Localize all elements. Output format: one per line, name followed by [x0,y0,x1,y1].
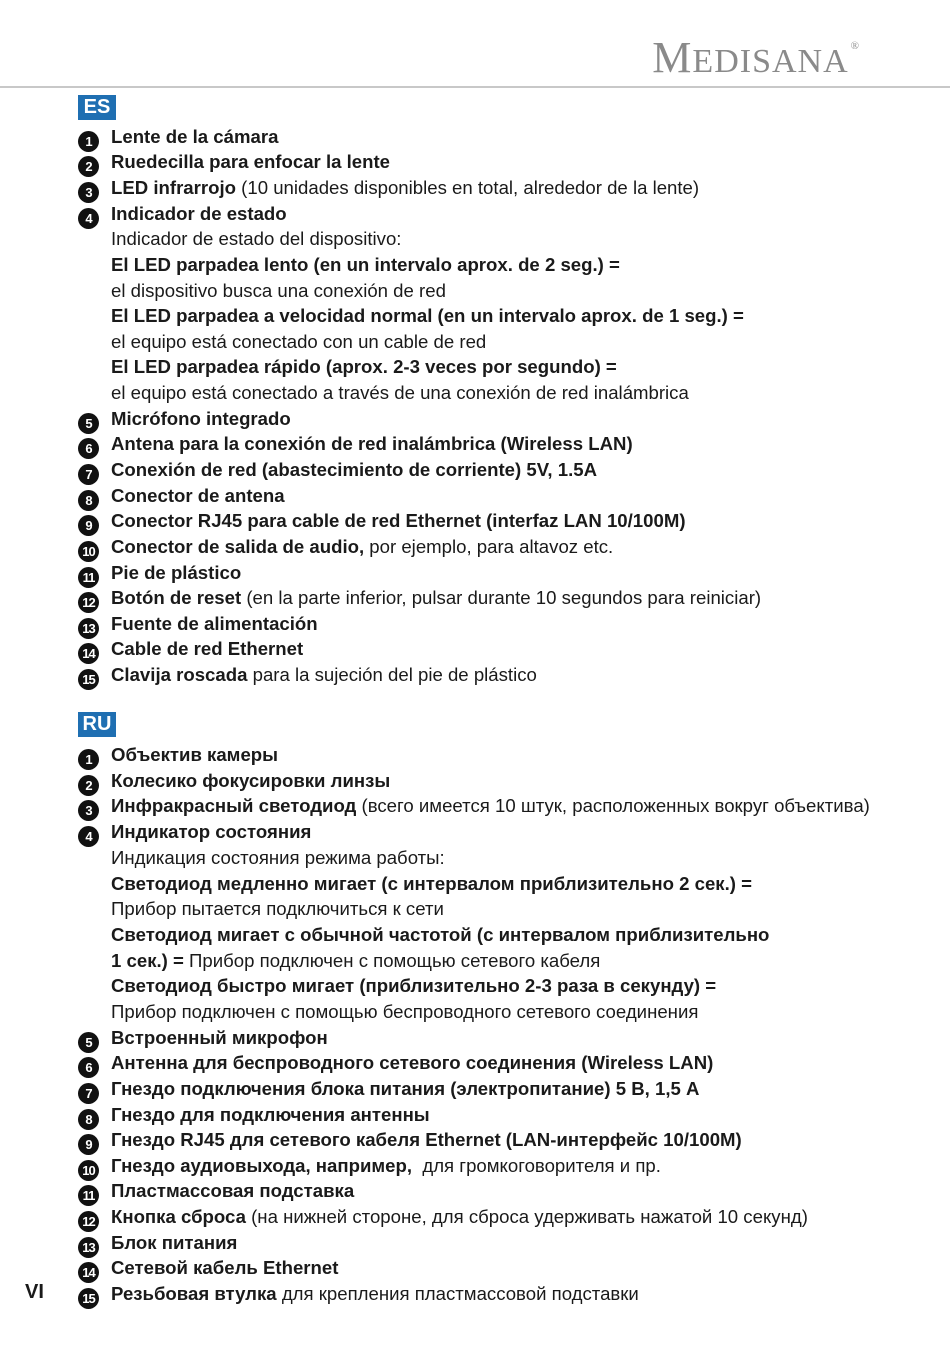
item-text: (en la parte inferior, pulsar durante 10 segundos para reiniciar) [241,587,762,608]
ru-status-fast-title: Светодиод быстро мигает (приблизительно 2-3 раза в секунду) = [111,975,717,996]
item-title: Micrófono integrado [111,408,291,429]
ru-status-normal-title: Светодиод мигает с обычной частотой (с интервалом приблизительно [111,924,770,945]
item-title: Indicador de estado [111,203,287,224]
item-title: Гнездо аудиовыхода, например, [111,1155,413,1176]
es-item-10 [78,535,613,559]
es-status-normal-title: El LED parpadea a velocidad normal (en un intervalo aprox. de 1 seg.) = [111,305,744,326]
es-item-1 [78,125,278,149]
item-title: Botón de reset [111,587,242,608]
item-title: Cable de red Ethernet [111,638,304,659]
item-title: Сетевой кабель Ethernet [111,1257,339,1278]
item-title: Инфракрасный светодиод [111,795,357,816]
item-number: 9 [78,515,99,536]
item-text: (на нижней стороне, для сброса удерживать нажатой 10 секунд) [245,1206,808,1227]
item-title: Гнездо для подключения антенны [111,1104,430,1125]
item-number: 15 [78,669,99,690]
brand-rest: EDISANA [692,43,849,80]
ru-item-12 [78,1205,808,1229]
es-item-6 [78,432,633,456]
lang-badge-ru: RU [78,712,116,737]
ru-item-13 [78,1231,237,1255]
item-number: 5 [78,413,99,434]
item-title: Гнездо RJ45 для сетевого кабеля Ethernet (LAN-интерфейс 10/100M) [111,1129,742,1150]
item-number: 1 [78,131,99,152]
es-status-normal-text: el equipo está conectado con un cable de red [111,331,487,352]
lang-badge-es: ES [78,95,116,120]
ru-status-fast-text: Прибор подключен с помощью беспроводного сетевого соединения [111,1001,699,1022]
item-number: 14 [78,1262,99,1283]
item-number: 6 [78,1057,99,1078]
item-text: (10 unidades disponibles en total, alrededor de la lente) [236,177,700,198]
ru-item-9 [78,1128,742,1152]
brand-logo [652,32,860,83]
item-title: Антенна для беспроводного сетевого соединения (Wireless LAN) [111,1052,714,1073]
item-number: 13 [78,1237,99,1258]
ru-item-1 [78,743,278,767]
item-title: Резьбовая втулка [111,1283,277,1304]
es-item-5 [78,407,291,431]
header-divider [0,86,950,88]
page-number: VI [25,1281,44,1303]
ru-item-14 [78,1256,338,1280]
ru-item-8 [78,1103,430,1127]
item-number: 8 [78,1109,99,1130]
item-title: Conexión de red (abastecimiento de corriente) 5V, 1.5A [111,459,597,480]
item-number: 11 [78,567,99,588]
item-number: 11 [78,1185,99,1206]
ru-item-11 [78,1179,354,1203]
item-title: Кнопка сброса [111,1206,246,1227]
es-item-2 [78,150,390,174]
item-number: 7 [78,464,99,485]
item-title: Lente de la cámara [111,126,279,147]
item-number: 7 [78,1083,99,1104]
item-text: для крепления пластмассовой подставки [276,1283,639,1304]
es-item-9 [78,509,686,533]
item-number: 4 [78,826,99,847]
item-title: Пластмассовая подставка [111,1180,355,1201]
item-text: para la sujeción del pie de plástico [247,664,537,685]
registered-mark: ® [850,40,860,52]
es-item-7 [78,458,597,482]
ru-item-2 [78,769,390,793]
item-title: Conector de salida de audio, [111,536,365,557]
item-number: 10 [78,541,99,562]
item-number: 1 [78,749,99,770]
item-number: 6 [78,438,99,459]
ru-item-3 [78,794,870,818]
item-title: Ruedecilla para enfocar la lente [111,151,391,172]
item-number: 12 [78,1211,99,1232]
item-title: LED infrarrojo [111,177,236,198]
es-item-11 [78,561,241,585]
item-title: Гнездо подключения блока питания (электропитание) 5 В, 1,5 А [111,1078,700,1099]
item-number: 13 [78,618,99,639]
item-title: Clavija roscada [111,664,248,685]
es-item-14 [78,637,303,661]
es-status-fast-text: el equipo está conectado a través de una conexión de red inalámbrica [111,382,689,403]
item-title: Объектив камеры [111,744,279,765]
item-number: 15 [78,1288,99,1309]
item-text: (всего имеется 10 штук, расположенных вокруг объектива) [356,795,870,816]
item-title: Fuente de alimentación [111,613,318,634]
es-item-12 [78,586,761,610]
item-number: 10 [78,1160,99,1181]
ru-item-7 [78,1077,699,1101]
item-title: Индикатор состояния [111,821,312,842]
es-status-slow-title: El LED parpadea lento (en un intervalo aprox. de 2 seg.) = [111,254,620,275]
ru-item-15 [78,1282,639,1306]
ru-item-10 [78,1154,661,1178]
item-text: для громкоговорителя и пр. [412,1155,661,1176]
item-number: 9 [78,1134,99,1155]
item-number: 2 [78,775,99,796]
ru-status-normal-line [111,949,600,973]
item-number: 4 [78,208,99,229]
item-title: Встроенный микрофон [111,1027,328,1048]
ru-status-slow-text: Прибор пытается подключиться к сети [111,898,444,919]
ru-item-6 [78,1051,713,1075]
item-number: 3 [78,800,99,821]
ru-status-normal-text: Прибор подключен с помощью сетевого кабеля [183,950,601,971]
ru-item-4 [78,820,311,844]
ru-item-5 [78,1026,328,1050]
ru-status-normal-title-cont: 1 сек.) = [111,950,184,971]
ru-status-slow-title: Светодиод медленно мигает (с интервалом приблизительно 2 сек.) = [111,873,752,894]
item-title: Колесико фокусировки линзы [111,770,391,791]
ru-status-intro: Индикация состояния режима работы: [111,847,445,868]
item-number: 8 [78,490,99,511]
es-item-3 [78,176,699,200]
es-status-slow-text: el dispositivo busca una conexión de red [111,280,446,301]
es-status-fast-title: El LED parpadea rápido (aprox. 2-3 veces por segundo) = [111,356,617,377]
item-number: 2 [78,156,99,177]
item-number: 5 [78,1032,99,1053]
brand-initial: M [652,33,693,82]
es-status-intro: Indicador de estado del dispositivo: [111,228,402,249]
es-item-8 [78,484,285,508]
item-title: Conector RJ45 para cable de red Ethernet (interfaz LAN 10/100M) [111,510,686,531]
es-item-15 [78,663,537,687]
item-title: Antena para la conexión de red inalámbrica (Wireless LAN) [111,433,633,454]
item-number: 14 [78,643,99,664]
es-item-4 [78,202,287,226]
item-title: Conector de antena [111,485,285,506]
item-title: Pie de plástico [111,562,242,583]
item-text: por ejemplo, para altavoz etc. [364,536,614,557]
item-number: 12 [78,592,99,613]
es-item-13 [78,612,318,636]
item-title: Блок питания [111,1232,238,1253]
item-number: 3 [78,182,99,203]
